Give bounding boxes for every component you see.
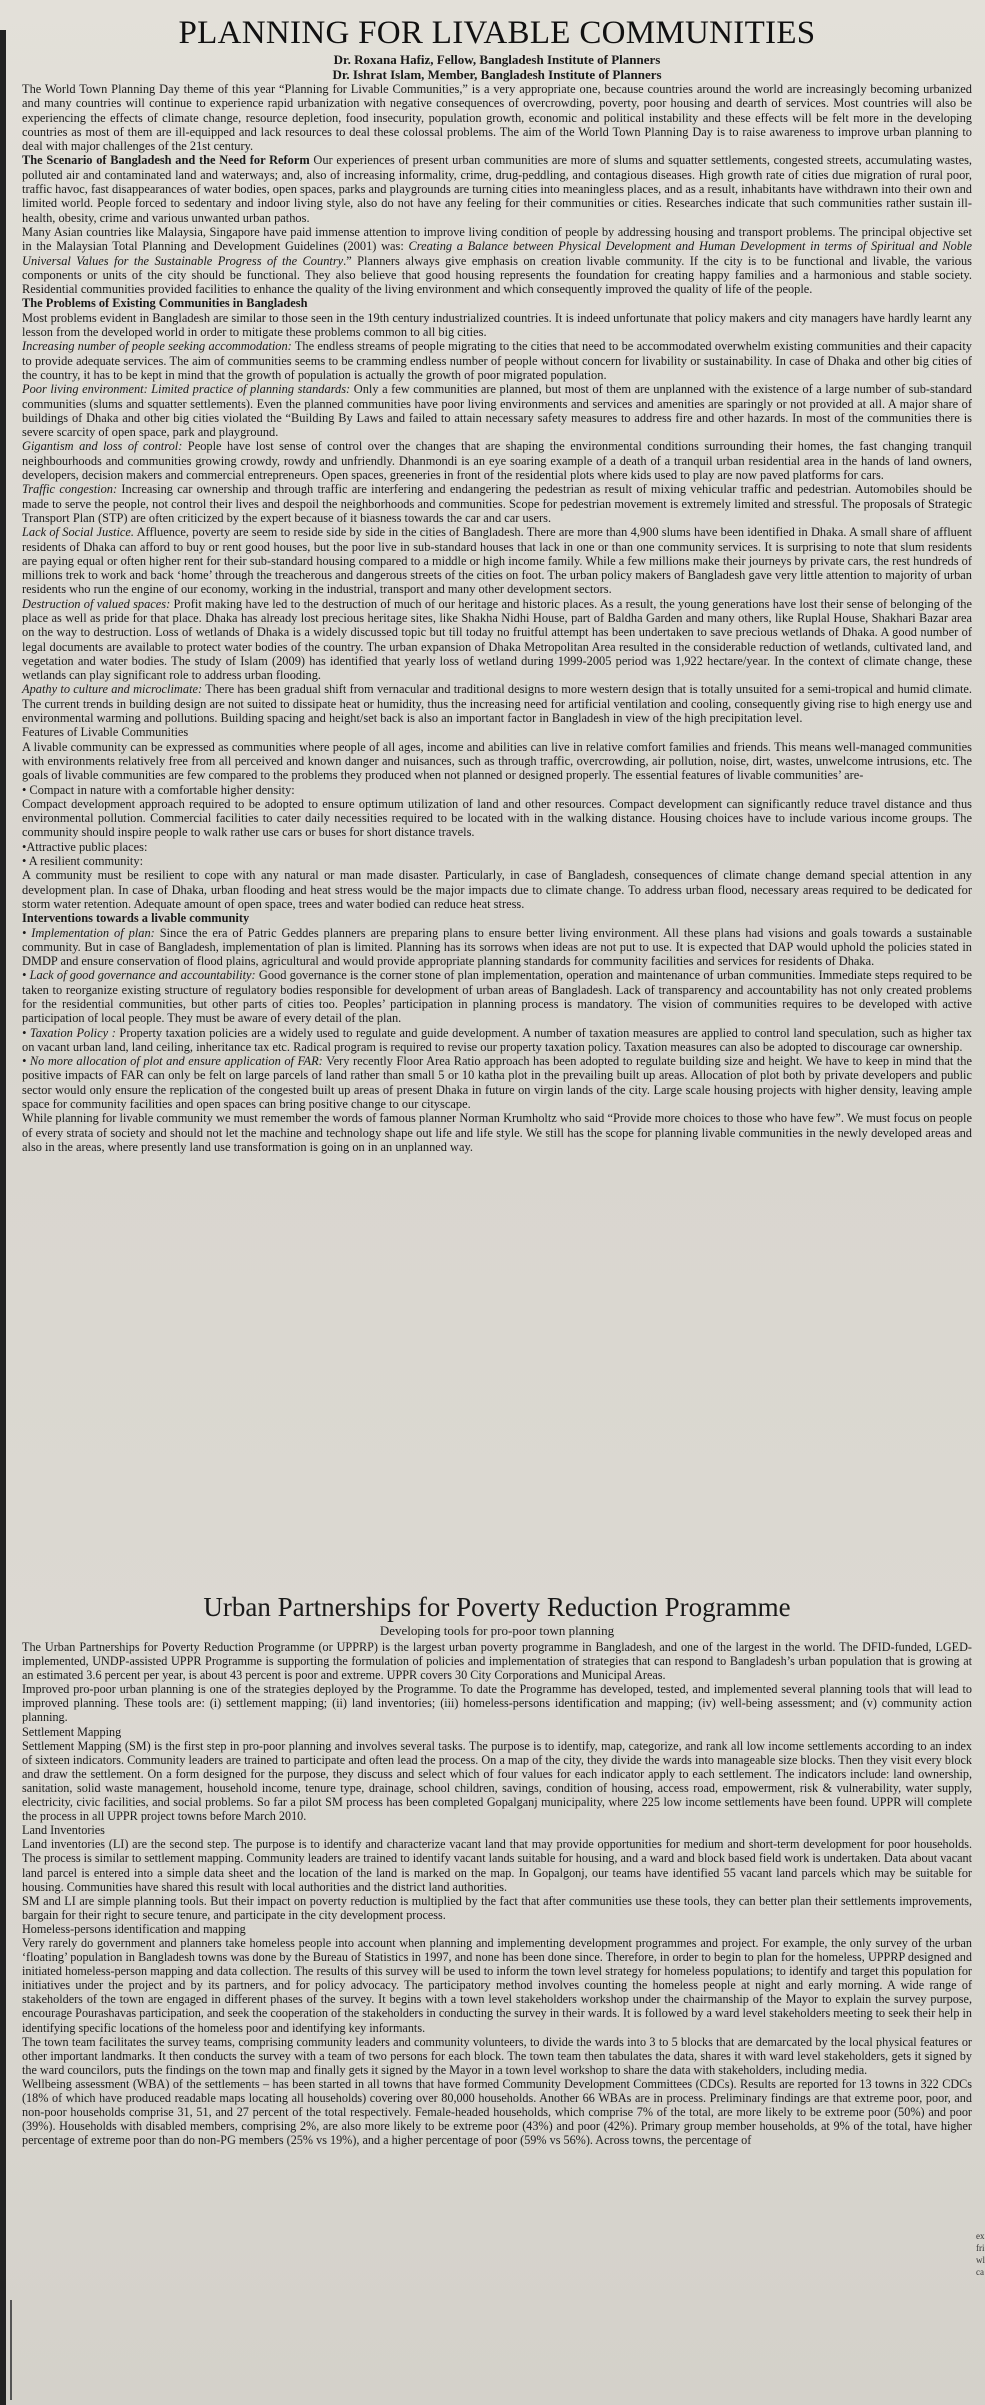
planning-tools-paragraph: SM and LI are simple planning tools. But their impact on poverty reduction is multiplied by the fact that after communities use these tools, they can better plan their settlements improvements, bargain for their right to secure tenure, and participate in the city development process. <box>22 1893 972 1922</box>
feature-text: A community must be resilient to cope with any natural or man made disaster. Particularly, in case of Bangladesh, consequences of climate change demand special attention in any development plan. In case of Dhaka, urban flooding and heat stress would be the major impacts due to climate change. To address urban flood, necessary areas required to be dedicated for storm water retention. Adequate amount of open space, trees and water bodied can reduce heat stress. <box>22 868 972 911</box>
section-heading: The Problems of Existing Communities in Bangladesh <box>22 296 308 311</box>
problem-item: Apathy to culture and microclimate: There has been gradual shift from vernacular and traditional designs to more western design that is totally unsuited for a semi-tropical and humid climate. The current trends in building design are not suited to dissipate heat or humidity, thus the increasing need for artificial ventilation and cooling, consequently giving rise to high energy use and environmental warming and pollutions. Building spacing and height/set back is also an important factor in Bangladesh in view of the high precipitation level. <box>22 682 972 726</box>
adjacent-column-fragment: ex fri wl ca <box>976 2231 985 2277</box>
feature-text: Compact development approach required to be adopted to ensure optimum utilization of land and other resources. Compact development can significantly reduce travel distance and thus environmental pollution. Commercial facilities to cater daily necessities required to be located with in the walking distance. Housing choices have to include various income groups. The community should inspire people to walk rather use cars or buses for short distance travels. <box>22 796 972 840</box>
intervention-item: • Taxation Policy : Property taxation policies are a widely used to regulate and guide development. A number of taxation measures are applied to control land speculation, such as higher tax on vacant urban land, land ceiling, inheritance tax etc. Radical program is required to revise our property taxation policy. Taxation measures can also be adopted to discourage car ownership. <box>22 1025 972 1054</box>
feature-bullet: • A resilient community: <box>22 854 144 869</box>
features-paragraph: A livable community can be expressed as communities where people of all ages, income and abilities can live in relative comfort families and friends. This means well-managed communities with environments relatively free from all perceived and known danger and nuisances, such as through traffic, overcrowding, air pollution, noise, dirt, wastes, unwelcome intrusions, etc. The goals of livable communities are few compared to the problems they produced when not planned or designed properly. The essential features of livable communities’ are- <box>22 739 972 783</box>
section-heading: Homeless-persons identification and mapping <box>22 1921 246 1936</box>
feature-bullet: •Attractive public places: <box>22 839 148 854</box>
article-livable-communities <box>22 14 972 1154</box>
column-rule <box>10 2300 12 2400</box>
section-heading: The Scenario of Bangladesh and the Need for Reform <box>22 153 310 168</box>
problem-item: Lack of Social Justice. Affluence, poverty are seem to reside side by side in the cities of Bangladesh. There are more than 4,900 slums have been identified in Dhaka. A small share of affluent residents of Dhaka can afford to buy or rent good houses, but the poor live in sub-standard houses that lack in one or than one community services. It is surprising to note that slum residents are paying equal or often higher rent for their sub-standard housing compared to a middle or high income family. While a few millions make their journeys by private cars, the rest hundreds of millions trek to work and back ‘home’ through the treacherous and dangerous streets of the cities on foot. The urban policy makers of Bangladesh gave very little attention to majority of urban residents who run the engine of our economy, working in the industrial, transport and many other development sectors. <box>22 525 972 597</box>
land-inventories-paragraph: Land inventories (LI) are the second step. The purpose is to identify and characterize vacant land that may provide opportunities for medium and short-term development for poor households. The process is similar to settlement mapping. Community leaders are trained to identify vacant lands suitable for housing, and a ward and block based field work is undertaken. Data about vacant land parcel is entered into a simple data sheet and the location of the land is marked on the map. In Gopalgonj, our teams have identified 55 vacant land parcels which may be suitable for housing. Communities have shared this result with local authorities and the district land authorities. <box>22 1837 972 1894</box>
settlement-mapping-paragraph: Settlement Mapping (SM) is the first step in pro-poor planning and involves several tasks. The purpose is to identify, map, categorize, and rank all low income settlements according to an index of sixteen indicators. Community leaders are trained to participate and often lead the process. On a map of the city, they divide the wards into manageable size blocks. Then they visit every block and draw the settlement. On a form designed for the purpose, they discuss and select which of four values for each indicator apply to each settlement. The indicators include: land ownership, sanitation, solid waste management, household income, tenure type, drainage, school children, savings, condition of housing, access road, empowerment, risk & vulnerability, water supply, electricity, civic facilities, and social problems. So far a pilot SM process has been completed Gopalganj municipality, where 225 low income settlements have been found. UPPR will complete the process in all UPPR project towns before March 2010. <box>22 1738 972 1824</box>
problem-item: Destruction of valued spaces: Profit making have led to the destruction of much of our heritage and historic places. As a result, the young generations have lost their sense of belonging of the place as well as pride for that place. Dhaka has already lost precious heritage sites, like Shakha Nidhi House, part of Baldha Garden and many others, like Ruplal House, Shakhari Bazar area on the way to destruction. Loss of wetlands of Dhaka is a widely discussed topic but till today no fruitful attempt has been undertaken to save precious wetlands of Dhaka. A good number of legal documents are available to protect water bodies of the country. The urban expansion of Dhaka Metropolitan Area resulted in the considerable reduction of wetlands, cultivated land, and vegetation and water bodies. The study of Islam (2009) has identified that yearly loss of wetland during 1999-2005 period was 1,922 hectare/year. In the context of climate change, these wetlands can play significant role to address urban flooding. <box>22 596 972 683</box>
section-heading: Settlement Mapping <box>22 1724 122 1739</box>
author-line-1: Dr. Roxana Hafiz, Fellow, Bangladesh Institute of Planners <box>333 52 661 67</box>
problem-item: Gigantism and loss of control: People have lost sense of control over the changes that are shaping the environmental conditions surrounding their homes, the fast changing tranquil neighbourhoods and communities growing crowdy, rowdy and unfriendly. Dhanmondi is an eye soaring example of a death of a tranquil urban residential area in the hands of land owners, developers, decision makers and commercial entrepreneurs. Open spaces, greeneries in front of the residential plots where kids used to play are now paved platforms for cars. <box>22 439 972 483</box>
problems-paragraph: Most problems evident in Bangladesh are similar to those seen in the 19th century industrialized countries. It is indeed unfortunate that policy makers and city managers have hardly learnt any lesson from the developed world in order to mitigate these problems common to all big cities. <box>22 310 972 340</box>
intervention-item: • Lack of good governance and accountability: Good governance is the corner stone of plan implementation, operation and maintenance of urban communities. Immediate steps required to be taken to reorganize existing structure of regulatory bodies responsible for development of urban areas of Bangladesh. Lack of transparency and accountability has not only created problems for the residential communities, but other parts of cities too. Peoples’ participation in planning process is mandatory. The vision of communities requires to be developed with active participation of local people. They must be aware of every detail of the plan. <box>22 968 972 1026</box>
article-title: Urban Partnerships for Poverty Reduction Programme <box>203 1592 791 1622</box>
intro-paragraph: The Urban Partnerships for Poverty Reduction Programme (or UPPRP) is the largest urban poverty programme in Bangladesh, and one of the largest in the world. The DFID-funded, LGED-implemented, UNDP-assisted UPPR Programme is supporting the formulation of policies and implementation of strategies that can respond to Bangladesh’s urban population that is growing at an estimated 3.6 percent per year, is about 43 percent is poor and extreme. UPPR covers 30 City Corporations and Municipal Areas. <box>22 1640 972 1683</box>
scenario-paragraph: The Scenario of Bangladesh and the Need for Reform Our experiences of present urban communities are more of slums and squatter settlements, congested streets, accumulating wastes, polluted air and contaminated land and waterways; and, also of increasing informality, crime, drug-peddling, and contagious diseases. High growth rate of cities due migration of rural poor, traffic havoc, fast disappearances of water bodies, open spaces, parks and playgrounds are turning cities into meaningless places, and as a result, inhabitants have withdrawn into their own and limited world. People forced to sedentary and indoor living style, also do not have any feeling for their communities or cities. Researches indicate that such communities rather sustain ill-health, obesity, crime and various unwanted urban pathos. <box>22 153 972 225</box>
article-subtitle: Developing tools for pro-poor town planning <box>379 1623 615 1638</box>
intervention-item: • No more allocation of plot and ensure application of FAR: Very recently Floor Area Ratio approach has been adopted to regulate building size and height. We have to keep in mind that the positive impacts of FAR can only be felt on large parcels of land rather than small 5 or 10 katha plot in the prevailing built up areas. Allocation of plot both by private developers and public sector would only ensure the replication of the congested built up areas of present Dhaka in future on virgin lands of the city. Large scale housing projects with higher density, leaving ample space for community facilities and open spaces can bring positive change to our cityscape. <box>22 1054 972 1112</box>
wellbeing-paragraph: Wellbeing assessment (WBA) of the settlements – has been started in all towns that have formed Community Development Committees (CDCs). Results are reported for 13 towns in 322 CDCs (18% of which have produced readable maps locating all households) covering over 80,000 households. Another 66 WBAs are in process. Preliminary findings are that extreme poor, poor, and non-poor households comprise 31, 51, and 27 percent of the total respectively. Female-headed households, which comprise 7% of the total, are more likely to be extreme poor (50%) and poor (39%). Households with disabled members, comprising 2%, are also more likely to be extreme poor (43%) and poor (42%). Primary group member households, at 9% of the total, have higher percentage of extreme poor than do non-PG members (25% vs 19%), and a higher percentage of poor (59% vs 56%). Across towns, the percentage of <box>22 2076 972 2148</box>
intro-paragraph: The World Town Planning Day theme of this year “Planning for Livable Communities,” is a very appropriate one, because countries around the world are increasingly becoming urbanized and many countries will continue to experience rapid urbanization with negative consequences of overcrowding, poverty, poor housing and dearth of services. Most countries will also be experiencing the effects of climate change, resource depletion, food insecurity, population growth, economic and political instability and these effects will be felt more in the developing countries as most of them are ill-equipped and lack resources to deal these colossal problems. The aim of the World Town Planning Day is to raise awareness to improve urban planning to deal with major challenges of the 21st century. <box>22 82 972 154</box>
author-line-2: Dr. Ishrat Islam, Member, Bangladesh Institute of Planners <box>332 67 662 82</box>
article-title: PLANNING FOR LIVABLE COMMUNITIES <box>178 15 816 51</box>
asian-paragraph: Many Asian countries like Malaysia, Singapore have paid immense attention to improve living condition of people by addressing housing and transport problems. The principal objective set in the Malaysian Total Planning and Development Guidelines (2001) was: Creating a Balance between Physical Development and Human Development in terms of Spiritual and Noble Universal Values for the Sustainable Progress of the Country.” Planners always give emphasis on creation livable community. If the city is to be functional and livable, the various components or units of the city should be functional. They also believe that good housing represents the foundation for creating happy families and a harmonious and stable society. Residential communities provided facilities to enhance the quality of the living environment and which consequently improved the quality of life of the people. <box>22 224 972 297</box>
section-heading: Features of Livable Communities <box>22 725 189 740</box>
problem-item: Increasing number of people seeking accommodation: The endless streams of people migrating to the cities that need to be accommodated overwhelm existing communities and their capacity to provide adequate services. The aim of communities seems to be cramming endless number of people without concern for livability or sustainability. In case of Dhaka and other big cities of the country, it has to be kept in mind that the growth of population is actually the growth of poor migrated population. <box>22 339 972 382</box>
page-edge-shadow <box>0 30 6 2405</box>
town-team-paragraph: The town team facilitates the survey teams, comprising community leaders and community volunteers, to divide the wards into 3 to 5 blocks that are demarcated by the local physical features or other important landmarks. It then conducts the survey with a team of two persons for each block. The town team then tabulates the data, shares it with ward level stakeholders, gets it signed by the ward councilors, puts the findings on the town map and finally gets it signed by the Mayor in a town level workshop to share the data with stakeholders, including media. <box>22 2034 972 2077</box>
intervention-item: • Implementation of plan: Since the era of Patric Geddes planners are preparing plans to ensure better living environment. All these plans had visions and goals towards a sustainable community. But in case of Bangladesh, implementation of plan is limited. Planning has its sorrows when ideas are not put to use. It is expected that DAP would uphold the policies stated in DMDP and ensure conservation of flood plains, agricultural and would provide appropriate planning standards for community facilities and services for residents of Dhaka. <box>22 925 972 969</box>
problem-item: Traffic congestion: Increasing car ownership and through traffic are interfering and endangering the pedestrian as result of mixing vehicular traffic and pedestrian. Automobiles should be made to serve the people, not control their lives and despoil the neighborhoods and communities. Scope for pedestrian movement is extremely limited and stressful. The proposals of Strategic Transport Plan (STP) are often criticized by the expert because of it biasness towards the car and car users. <box>22 482 972 525</box>
feature-bullet: • Compact in nature with a comfortable higher density: <box>22 782 295 797</box>
closing-paragraph: While planning for livable community we must remember the words of famous planner Norman Krumholtz who said “Provide more choices to those who have few”. We must focus on people of every strata of society and should not let the machine and technology shape out life and life style. We still has the scope for planning livable communities in the newly developed areas and also in the areas, where presently land use transformation is going on in an unplanned way. <box>22 1111 972 1154</box>
section-heading: Land Inventories <box>22 1823 105 1838</box>
problem-item: Poor living environment: Limited practice of planning standards: Only a few communities are planned, but most of them are unplanned with the existence of a large number of sub-standard communities (slums and squatter settlements). Even the planned communities have poor living environments and services and amenities are sparingly or not provided at all. A major share of buildings of Dhaka and other big cities violated the “Building By Laws and failed to attain necessary safety measures to address fire and other hazards. In most of the communities there is severe scarcity of open space, park and playground. <box>22 382 972 440</box>
tools-paragraph: Improved pro-poor urban planning is one of the strategies deployed by the Programme. To date the Programme has developed, tested, and implemented several planning tools that will lead to improved planning. These tools are: (i) settlement mapping; (ii) land inventories; (iii) homeless-persons identification and mapping; (iv) well-being assessment; and (v) community action planning. <box>22 1682 972 1725</box>
article-uppr-programme <box>22 1585 972 2147</box>
homeless-mapping-paragraph: Very rarely do government and planners take homeless people into account when planning and implementing development programmes and project. For example, the only survey of the urban ‘floating’ population in Bangladesh towns was done by the Bureau of Statistics in 1997, and none has been done since. Therefore, in order to begin to plan for the homeless, UPPRP designed and initiated homeless-person mapping and data collection. The results of this survey will be used to inform the town level strategy for homeless populations; to identify and target this population for initiatives under the project and by its partners, and for policy advocacy. The participatory method involves counting the homeless people at night and early morning. A wide range of stakeholders of the town are engaged in different phases of the survey. It begins with a town level stakeholders workshop under the chairmanship of the Mayor to explain the survey purpose, encourage Pourashavas participation, and seek the cooperation of the stakeholders in conducting the survey in their wards. It is followed by a ward level stakeholders meeting to seek their help in identifying specific locations of the homeless poor and identifying key informants. <box>22 1935 972 2035</box>
section-heading: Interventions towards a livable community <box>22 911 250 926</box>
